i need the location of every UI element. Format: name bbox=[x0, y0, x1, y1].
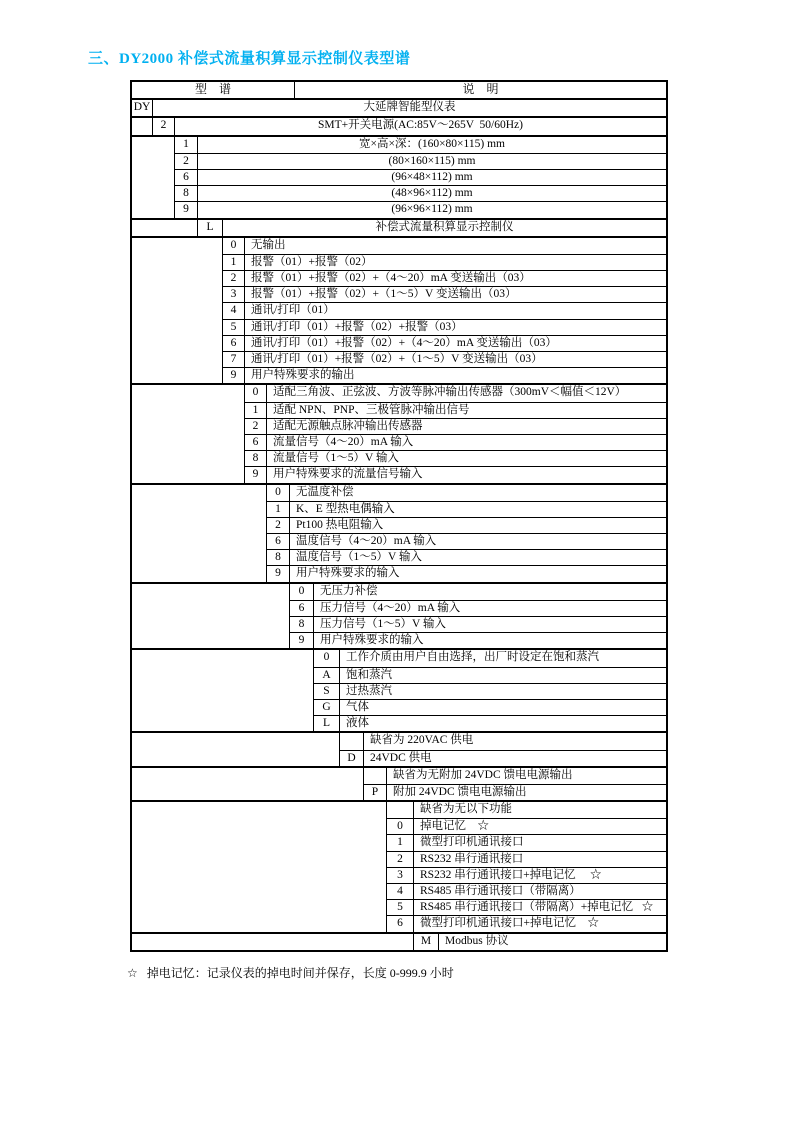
table-row bbox=[132, 501, 666, 517]
description-cell: 无输出 bbox=[251, 238, 286, 251]
description-cell: SMT+开关电源(AC:85V～265V 50/60Hz) bbox=[318, 119, 523, 132]
table-row bbox=[132, 584, 666, 600]
model-code-cell: L bbox=[314, 716, 340, 731]
indent-cell bbox=[132, 201, 175, 217]
description-cell: 微型打印机通讯接口+掉电记忆 ☆ bbox=[420, 917, 599, 930]
description-cell: 附加 24VDC 馈电电源输出 bbox=[393, 785, 527, 798]
description-cell: 24VDC 供电 bbox=[370, 751, 432, 764]
table-row bbox=[132, 768, 666, 784]
model-code-cell: 7 bbox=[223, 352, 245, 367]
indent-cell bbox=[132, 802, 387, 818]
table-row bbox=[132, 867, 666, 883]
model-section-1 bbox=[132, 116, 666, 134]
model-code-cell: 3 bbox=[387, 868, 414, 883]
model-code-cell: S bbox=[314, 684, 340, 699]
table-row bbox=[132, 485, 666, 501]
table-row bbox=[132, 565, 666, 581]
indent-cell bbox=[132, 632, 290, 648]
indent-cell bbox=[132, 118, 153, 134]
table-row bbox=[132, 270, 666, 286]
description-cell: 缺省为无附加 24VDC 馈电电源输出 bbox=[393, 768, 573, 781]
model-code-cell: 1 bbox=[267, 502, 290, 517]
model-code-cell: G bbox=[314, 700, 340, 715]
description-cell: 补偿式流量积算显示控制仪 bbox=[375, 220, 514, 233]
model-section-4 bbox=[132, 236, 666, 384]
indent-cell bbox=[132, 899, 387, 915]
indent-cell bbox=[132, 418, 245, 434]
table-row bbox=[132, 915, 666, 931]
table-row bbox=[132, 683, 666, 699]
table-row bbox=[132, 667, 666, 683]
model-code-cell: 1 bbox=[223, 255, 245, 270]
model-code-cell: 9 bbox=[245, 467, 267, 482]
indent-cell bbox=[132, 715, 314, 731]
description-cell: 宽×高×深：(160×80×115) mm bbox=[359, 137, 505, 150]
table-row bbox=[132, 137, 666, 153]
indent-cell bbox=[132, 750, 340, 766]
model-code-cell: 6 bbox=[290, 601, 314, 616]
table-row bbox=[132, 118, 666, 134]
table-row bbox=[132, 286, 666, 302]
indent-cell bbox=[132, 335, 223, 351]
document-title: 三、DY2000 补偿式流量积算显示控制仪表型谱 bbox=[88, 51, 411, 67]
description-cell: (80×160×115) mm bbox=[388, 154, 476, 167]
table-row bbox=[132, 834, 666, 850]
table-row bbox=[132, 517, 666, 533]
model-section-10 bbox=[132, 766, 666, 800]
model-code-cell: 6 bbox=[267, 534, 290, 549]
table-header-row bbox=[132, 82, 666, 98]
table-row bbox=[132, 351, 666, 367]
model-code-cell: 4 bbox=[387, 884, 414, 899]
model-spectrum-table bbox=[130, 80, 668, 952]
model-code-cell: 9 bbox=[175, 202, 198, 217]
table-row bbox=[132, 319, 666, 335]
indent-cell bbox=[132, 699, 314, 715]
model-code-cell: 3 bbox=[223, 287, 245, 302]
model-code-cell: 6 bbox=[175, 170, 198, 185]
table-row bbox=[132, 434, 666, 450]
indent-cell bbox=[132, 834, 387, 850]
model-code-cell: 2 bbox=[223, 271, 245, 286]
indent-cell bbox=[132, 733, 340, 749]
description-cell: 流量信号（1～5）V 输入 bbox=[273, 452, 399, 465]
description-cell: 无温度补偿 bbox=[296, 485, 354, 498]
indent-cell bbox=[132, 851, 387, 867]
table-row bbox=[132, 715, 666, 731]
description-cell: RS232 串行通讯接口 bbox=[420, 852, 524, 865]
indent-cell bbox=[132, 501, 267, 517]
model-code-cell: 2 bbox=[387, 852, 414, 867]
model-code-cell: 0 bbox=[223, 238, 245, 254]
model-code-cell: 4 bbox=[223, 303, 245, 318]
model-code-cell: 6 bbox=[223, 336, 245, 351]
model-code-cell: L bbox=[198, 220, 223, 236]
description-cell: (96×96×112) mm bbox=[391, 203, 473, 216]
table-row bbox=[132, 385, 666, 401]
model-section-11 bbox=[132, 800, 666, 932]
indent-cell bbox=[132, 254, 223, 270]
indent-cell bbox=[132, 302, 223, 318]
table-row bbox=[132, 450, 666, 466]
indent-cell bbox=[132, 402, 245, 418]
table-row bbox=[132, 418, 666, 434]
indent-cell bbox=[132, 351, 223, 367]
model-section-12 bbox=[132, 932, 666, 950]
table-row bbox=[132, 600, 666, 616]
indent-cell bbox=[132, 818, 387, 834]
header-description: 说 明 bbox=[462, 82, 499, 96]
table-row bbox=[132, 549, 666, 565]
table-row bbox=[132, 802, 666, 818]
description-cell: 过热蒸汽 bbox=[346, 684, 392, 697]
description-cell: K、E 型热电偶输入 bbox=[296, 502, 395, 515]
model-section-6 bbox=[132, 483, 666, 582]
indent-cell bbox=[132, 137, 175, 153]
description-cell: Modbus 协议 bbox=[445, 934, 509, 947]
indent-cell bbox=[132, 549, 267, 565]
indent-cell bbox=[132, 517, 267, 533]
model-code-cell: DY bbox=[132, 100, 153, 116]
indent-cell bbox=[132, 367, 223, 383]
model-code-cell: 8 bbox=[267, 550, 290, 565]
description-cell: 报警（01）+报警（02）+（1～5）V 变送输出（03） bbox=[251, 288, 517, 301]
model-code-cell: 8 bbox=[175, 186, 198, 201]
description-cell: 报警（01）+报警（02）+（4～20）mA 变送输出（03） bbox=[251, 272, 531, 285]
description-cell: 流量信号（4～20）mA 输入 bbox=[273, 435, 414, 448]
model-code-cell: 0 bbox=[245, 385, 267, 401]
description-cell: 报警（01）+报警（02） bbox=[251, 255, 373, 268]
table-row bbox=[132, 335, 666, 351]
description-cell: 缺省为 220VAC 供电 bbox=[370, 734, 474, 747]
table-row bbox=[132, 466, 666, 482]
model-code-cell: 8 bbox=[290, 617, 314, 632]
description-cell: 用户特殊要求的流量信号输入 bbox=[273, 468, 423, 481]
description-cell: 液体 bbox=[346, 717, 369, 730]
indent-cell bbox=[132, 169, 175, 185]
model-code-cell: 1 bbox=[387, 835, 414, 850]
description-cell: 温度信号（1～5）V 输入 bbox=[296, 551, 422, 564]
table-row bbox=[132, 899, 666, 915]
description-cell: 大延牌智能型仪表 bbox=[363, 101, 456, 114]
table-row bbox=[132, 302, 666, 318]
model-code-cell: 2 bbox=[153, 118, 175, 134]
indent-cell bbox=[132, 185, 175, 201]
description-cell: Pt100 热电阻输入 bbox=[296, 518, 384, 531]
footnote-text: 掉电记忆：记录仪表的掉电时间并保存，长度 0-999.9 小时 bbox=[146, 966, 454, 980]
model-code-cell: 0 bbox=[314, 650, 340, 666]
description-cell: RS485 串行通讯接口（带隔离）+掉电记忆 ☆ bbox=[420, 901, 654, 914]
table-row bbox=[132, 402, 666, 418]
model-code-cell: 0 bbox=[387, 819, 414, 834]
description-cell: 气体 bbox=[346, 700, 369, 713]
indent-cell bbox=[132, 667, 314, 683]
indent-cell bbox=[132, 238, 223, 254]
model-code-cell bbox=[364, 768, 387, 784]
model-code-cell: 9 bbox=[223, 368, 245, 383]
table-row bbox=[132, 851, 666, 867]
description-cell: 压力信号（1～5）V 输入 bbox=[320, 618, 446, 630]
description-cell: 掉电记忆 ☆ bbox=[420, 820, 489, 833]
model-section-9 bbox=[132, 731, 666, 765]
description-cell: 无压力补偿 bbox=[320, 584, 378, 597]
description-cell: 适配三角波、正弦波、方波等脉冲输出传感器（300mV＜幅值＜12V） bbox=[273, 386, 627, 399]
description-cell: 用户特殊要求的输入 bbox=[296, 567, 400, 580]
model-code-cell: 6 bbox=[245, 435, 267, 450]
model-code-cell: 0 bbox=[290, 584, 314, 600]
model-code-cell: D bbox=[340, 751, 364, 766]
indent-cell bbox=[132, 883, 387, 899]
indent-cell bbox=[132, 784, 364, 800]
table-row bbox=[132, 750, 666, 766]
indent-cell bbox=[132, 768, 364, 784]
table-row bbox=[132, 153, 666, 169]
table-row bbox=[132, 699, 666, 715]
model-section-0 bbox=[132, 98, 666, 116]
footnote bbox=[127, 965, 454, 981]
table-row bbox=[132, 100, 666, 116]
model-section-7 bbox=[132, 582, 666, 649]
table-row bbox=[132, 238, 666, 254]
description-cell: 微型打印机通讯接口 bbox=[420, 836, 524, 849]
table-row bbox=[132, 818, 666, 834]
model-code-cell: 9 bbox=[267, 566, 290, 581]
description-cell: 适配 NPN、PNP、三极管脉冲输出信号 bbox=[273, 403, 470, 416]
description-cell: 适配无源触点脉冲输出传感器 bbox=[273, 419, 423, 432]
indent-cell bbox=[132, 485, 267, 501]
table-row bbox=[132, 201, 666, 217]
model-code-cell: 2 bbox=[245, 419, 267, 434]
model-section-3 bbox=[132, 218, 666, 236]
description-cell: 温度信号（4～20）mA 输入 bbox=[296, 535, 437, 548]
model-code-cell bbox=[340, 733, 364, 749]
indent-cell bbox=[132, 616, 290, 632]
indent-cell bbox=[132, 867, 387, 883]
table-row bbox=[132, 632, 666, 648]
table-row bbox=[132, 616, 666, 632]
table-row bbox=[132, 733, 666, 749]
indent-cell bbox=[132, 153, 175, 169]
table-row bbox=[132, 220, 666, 236]
indent-cell bbox=[132, 434, 245, 450]
table-row bbox=[132, 533, 666, 549]
indent-cell bbox=[132, 385, 245, 401]
table-row bbox=[132, 367, 666, 383]
description-cell: 压力信号（4～20）mA 输入 bbox=[320, 601, 461, 614]
description-cell: 通讯/打印（01）+报警（02）+报警（03） bbox=[251, 320, 463, 333]
model-code-cell: M bbox=[414, 934, 439, 950]
indent-cell bbox=[132, 319, 223, 335]
model-section-8 bbox=[132, 648, 666, 731]
model-code-cell: 1 bbox=[175, 137, 198, 153]
indent-cell bbox=[132, 533, 267, 549]
description-cell: RS485 串行通讯接口（带隔离） bbox=[420, 885, 581, 897]
description-cell: (96×48×112) mm bbox=[391, 170, 473, 183]
indent-cell bbox=[132, 270, 223, 286]
description-cell: 工作介质由用户自由选择，出厂时设定在饱和蒸汽 bbox=[346, 651, 599, 664]
description-cell: 通讯/打印（01） bbox=[251, 304, 335, 317]
footnote-star-icon: ☆ bbox=[127, 966, 138, 980]
model-code-cell: 5 bbox=[387, 900, 414, 915]
model-code-cell: 2 bbox=[175, 154, 198, 169]
table-header-section bbox=[132, 82, 666, 98]
indent-cell bbox=[132, 934, 414, 950]
description-cell: 通讯/打印（01）+报警（02）+（4～20）mA 变送输出（03） bbox=[251, 336, 557, 349]
table-row bbox=[132, 784, 666, 800]
model-code-cell: 2 bbox=[267, 518, 290, 533]
model-section-5 bbox=[132, 383, 666, 482]
description-cell: 缺省为无以下功能 bbox=[420, 803, 512, 816]
model-code-cell: 9 bbox=[290, 633, 314, 648]
description-cell: 饱和蒸汽 bbox=[346, 668, 392, 681]
model-code-cell: A bbox=[314, 668, 340, 683]
table-row bbox=[132, 650, 666, 666]
model-code-cell: P bbox=[364, 785, 387, 800]
table-row bbox=[132, 883, 666, 899]
description-cell: 用户特殊要求的输入 bbox=[320, 634, 424, 647]
model-code-cell: 8 bbox=[245, 451, 267, 466]
description-cell: 用户特殊要求的输出 bbox=[251, 369, 355, 382]
model-code-cell: 0 bbox=[267, 485, 290, 501]
indent-cell bbox=[132, 650, 314, 666]
model-code-cell: 1 bbox=[245, 403, 267, 418]
indent-cell bbox=[132, 565, 267, 581]
description-cell: RS232 串行通讯接口+掉电记忆 ☆ bbox=[420, 868, 602, 881]
description-cell: (48×96×112) mm bbox=[391, 187, 473, 200]
header-model-spectrum: 型 谱 bbox=[132, 82, 295, 98]
indent-cell bbox=[132, 286, 223, 302]
table-row bbox=[132, 169, 666, 185]
indent-cell bbox=[132, 600, 290, 616]
model-code-cell: 6 bbox=[387, 916, 414, 931]
table-row bbox=[132, 254, 666, 270]
table-row bbox=[132, 934, 666, 950]
indent-cell bbox=[132, 584, 290, 600]
model-code-cell bbox=[387, 802, 414, 818]
indent-cell bbox=[132, 683, 314, 699]
model-section-2 bbox=[132, 135, 666, 218]
indent-cell bbox=[132, 220, 198, 236]
description-cell: 通讯/打印（01）+报警（02）+（1～5）V 变送输出（03） bbox=[251, 353, 543, 365]
table-row bbox=[132, 185, 666, 201]
model-code-cell: 5 bbox=[223, 320, 245, 335]
indent-cell bbox=[132, 450, 245, 466]
indent-cell bbox=[132, 466, 245, 482]
indent-cell bbox=[132, 915, 387, 931]
